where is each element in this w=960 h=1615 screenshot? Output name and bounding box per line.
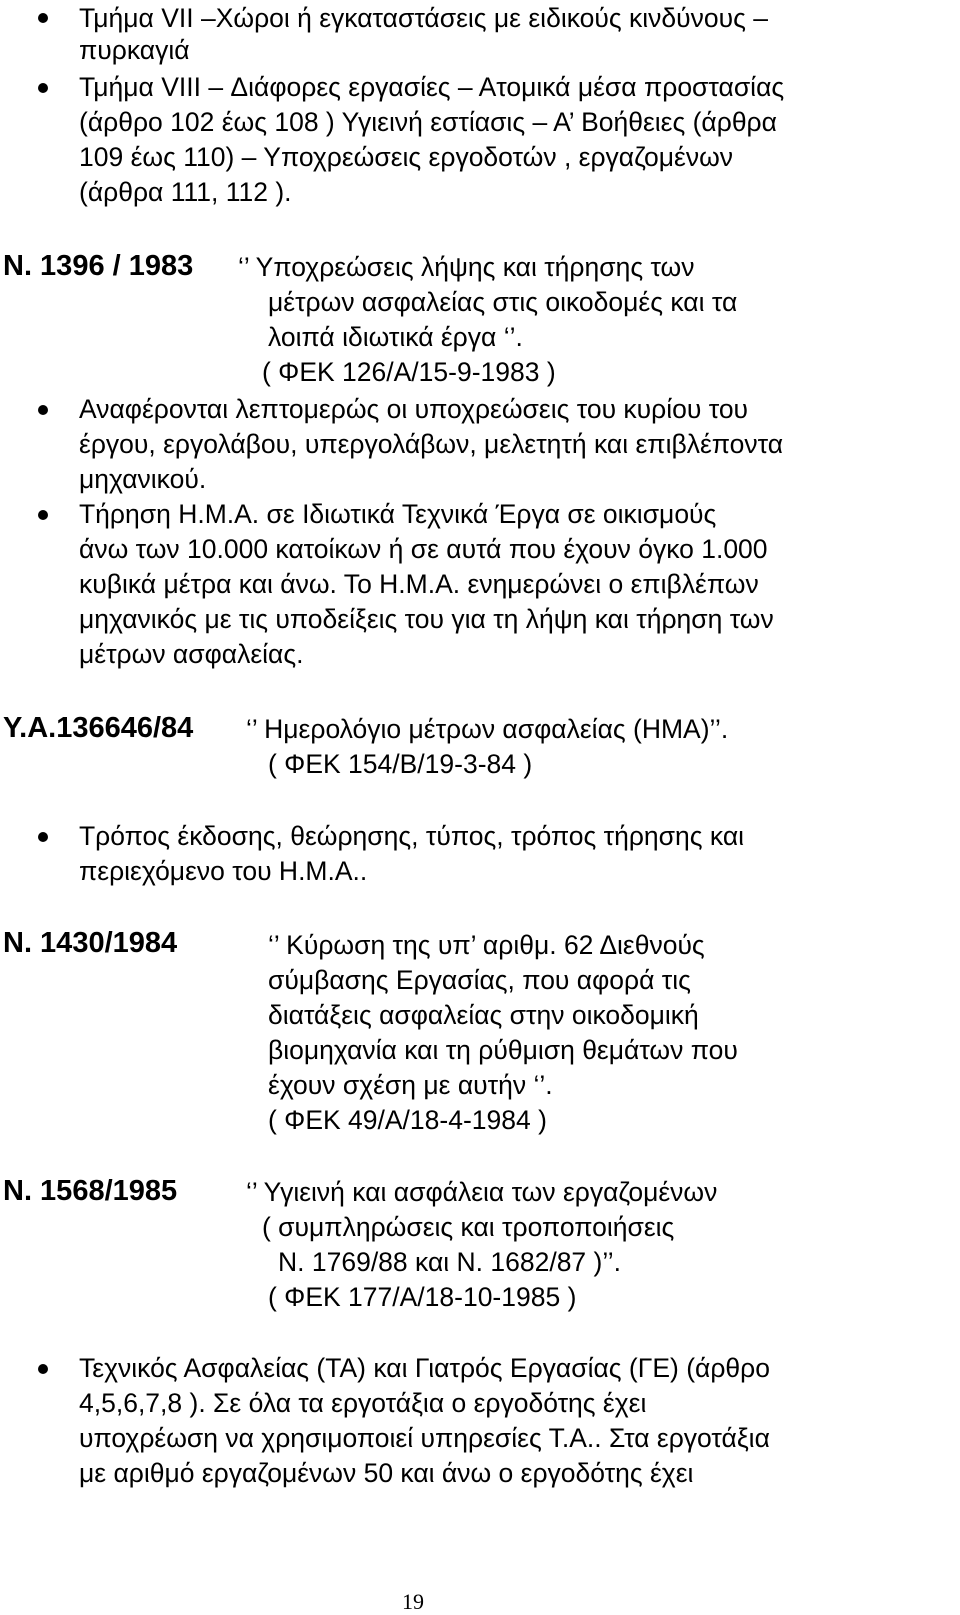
law-title-line: ( συμπληρώσεις και τροποποιήσεις (262, 1212, 675, 1242)
bullet-dot (38, 832, 48, 842)
bullet-dot (38, 13, 48, 23)
text-line: Τρόπος έκδοσης, θεώρησης, τύπος, τρόπος τήρησης και (79, 821, 745, 851)
fek-reference: ( ΦΕΚ 154/Β/19-3-84 ) (268, 749, 533, 779)
law-title-line: Ν. 1769/88 και Ν. 1682/87 )’’. (278, 1247, 622, 1277)
text-line: (άρθρα 111, 112 ). (79, 177, 292, 207)
text-line: Τμήμα VIII – Διάφορες εργασίες – Ατομικά μέσα προστασίας (79, 72, 785, 102)
text-line: άνω των 10.000 κατοίκων ή σε αυτά που έχουν όγκο 1.000 (79, 534, 768, 564)
page-number: 19 (402, 1589, 424, 1614)
fek-reference: ( ΦΕΚ 126/Α/15-9-1983 ) (262, 357, 556, 387)
text-line: περιεχόμενο του Η.Μ.Α.. (79, 856, 368, 886)
text-line: 4,5,6,7,8 ). Σε όλα τα εργοτάξια ο εργοδότης έχει (79, 1388, 647, 1418)
law-number-1396: Ν. 1396 / 1983 (3, 250, 194, 282)
text-line: μηχανικός με τις υποδείξεις του για τη λήψη και τήρηση των (79, 604, 774, 634)
text-line: υποχρέωση να χρησιμοποιεί υπηρεσίες Τ.Α.. Στα εργοτάξια (79, 1423, 770, 1453)
law-number-1568: Ν. 1568/1985 (3, 1175, 178, 1207)
law-title-line: ‘’ Ημερολόγιο μέτρων ασφαλείας (ΗΜΑ)’’. (246, 714, 729, 744)
text-line: Τμήμα VII –Χώροι ή εγκαταστάσεις με ειδικούς κινδύνους – (79, 3, 768, 33)
law-title-line: ‘’ Κύρωση της υπ’ αριθμ. 62 Διεθνούς (268, 930, 705, 960)
bullet-dot (38, 1364, 48, 1374)
law-title-line: έχουν σχέση με αυτήν ‘’. (268, 1070, 553, 1100)
law-title-line: ‘’ Υγιεινή και ασφάλεια των εργαζομένων (246, 1177, 718, 1207)
bullet-dot (38, 510, 48, 520)
text-line: Τεχνικός Ασφαλείας (ΤΑ) και Γιατρός Εργασίας (ΓΕ) (άρθρο (79, 1353, 770, 1383)
law-title-line: διατάξεις ασφαλείας στην οικοδομική (268, 1000, 699, 1030)
law-title-line: μέτρων ασφαλείας στις οικοδομές και τα (268, 287, 738, 317)
text-line: με αριθμό εργαζομένων 50 και άνω ο εργοδότης έχει (79, 1458, 694, 1488)
text-line: κυβικά μέτρα και άνω. Το Η.Μ.Α. ενημερώνει ο επιβλέπων (79, 569, 759, 599)
text-line: μέτρων ασφαλείας. (79, 639, 304, 669)
fek-reference: ( ΦΕΚ 177/Α/18-10-1985 ) (268, 1282, 577, 1312)
text-line: πυρκαγιά (79, 35, 190, 65)
text-line: Τήρηση Η.Μ.Α. σε Ιδιωτικά Τεχνικά Έργα σε οικισμούς (79, 499, 717, 529)
law-number-136646: Υ.Α.136646/84 (3, 712, 194, 744)
law-number-1430: Ν. 1430/1984 (3, 927, 178, 959)
law-title-line: σύμβασης Εργασίας, που αφορά τις (268, 965, 691, 995)
law-title-line: ‘’ Υποχρεώσεις λήψης και τήρησης των (238, 252, 695, 282)
law-title-line: λοιπά ιδιωτικά έργα ‘’. (268, 322, 523, 352)
text-line: Αναφέρονται λεπτομερώς οι υποχρεώσεις του κυρίου του (79, 394, 749, 424)
text-line: 109 έως 110) – Υποχρεώσεις εργοδοτών , εργαζομένων (79, 142, 734, 172)
text-line: (άρθρο 102 έως 108 ) Υγιεινή εστίασις – Α’ Βοήθειες (άρθρα (79, 107, 777, 137)
fek-reference: ( ΦΕΚ 49/Α/18-4-1984 ) (268, 1105, 547, 1135)
law-title-line: βιομηχανία και τη ρύθμιση θεμάτων που (268, 1035, 738, 1065)
bullet-dot (38, 405, 48, 415)
bullet-dot (38, 83, 48, 93)
text-line: έργου, εργολάβου, υπεργολάβων, μελετητή και επιβλέποντα (79, 429, 784, 459)
text-line: μηχανικού. (79, 464, 207, 494)
